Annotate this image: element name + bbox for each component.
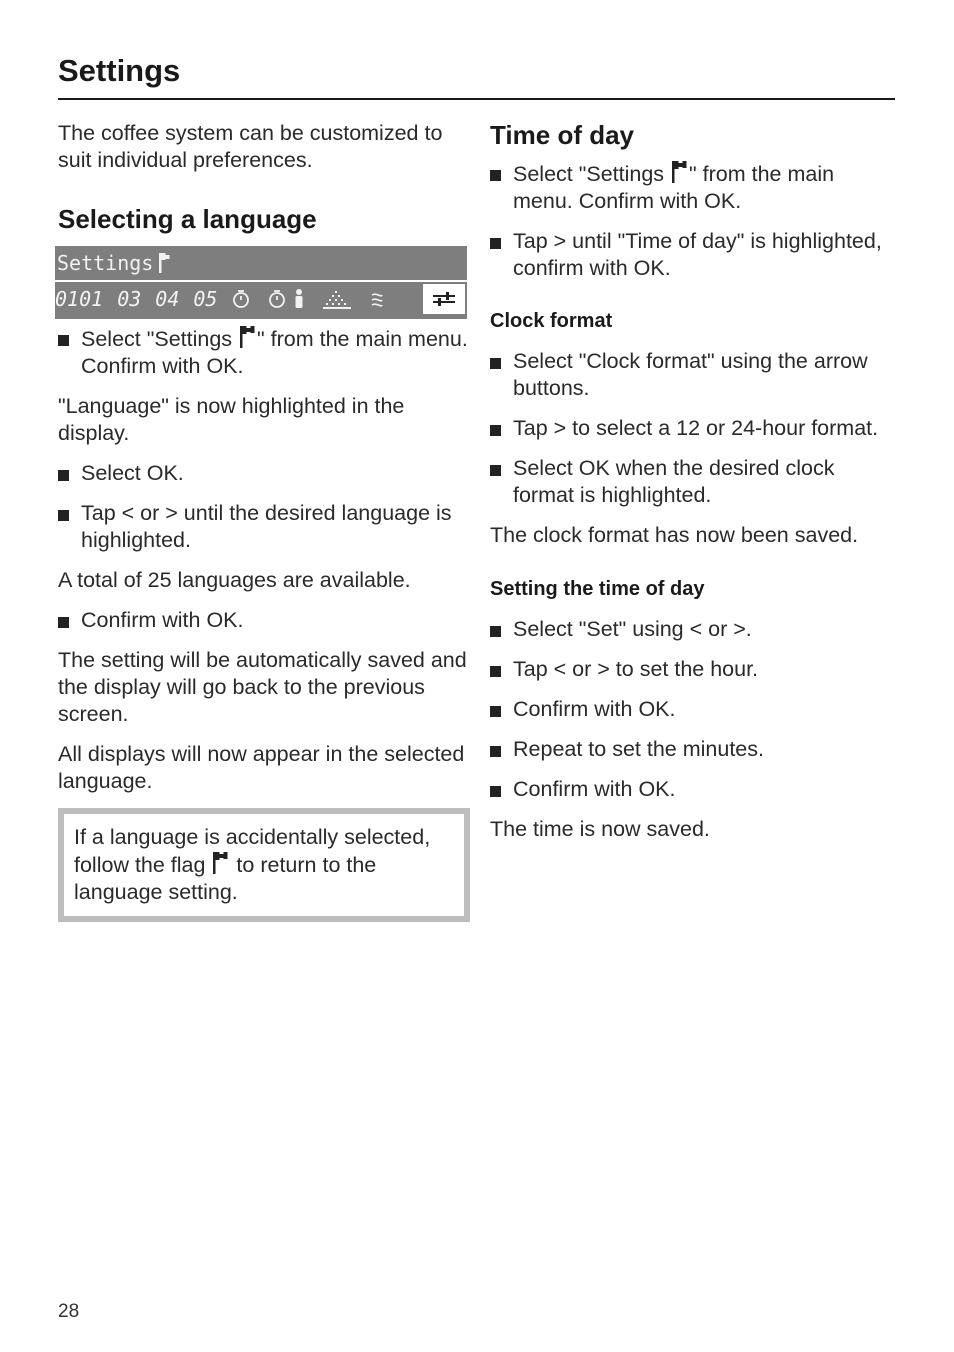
step-text: Confirm with OK. [81, 608, 244, 632]
list-item [490, 415, 895, 442]
bullet-square [58, 510, 69, 521]
list-item [490, 736, 895, 763]
display-item: 04 [155, 287, 180, 311]
display-title: Settings [57, 251, 154, 275]
list-item [490, 455, 895, 509]
body-text: "Language" is now highlighted in the display. [58, 394, 405, 445]
bullet-square [490, 746, 501, 757]
list-item [58, 500, 468, 554]
list-item [58, 607, 468, 634]
list-item [490, 776, 895, 803]
settings-selected-tile [423, 282, 467, 316]
bullet-square [490, 666, 501, 677]
grid-icon [321, 289, 353, 309]
body-text: All displays will now appear in the selected language. [58, 742, 465, 793]
section-heading-language: Selecting a language [58, 204, 317, 234]
subheading-set-time: Setting the time of day [490, 578, 705, 600]
step-text: Select OK when the desired clock format is highlighted. [513, 456, 835, 507]
step-text: Select OK. [81, 461, 184, 485]
bullet-square [490, 465, 501, 476]
step-text: Select "Set" using < or >. [513, 617, 752, 641]
flag-icon [212, 851, 229, 875]
note-text [74, 824, 454, 906]
bullet-square [490, 238, 501, 249]
display-item: 03 [117, 287, 142, 311]
list-item [58, 460, 468, 487]
step-text: Select "Settings [513, 162, 671, 186]
step-text: " from the main menu. Confirm with OK. [513, 162, 835, 213]
body-text: The clock format has now been saved. [490, 523, 859, 547]
body-text: A total of 25 languages are available. [58, 568, 411, 592]
list-item [490, 228, 895, 282]
timer-icon [267, 289, 287, 309]
bullet-square [58, 335, 69, 346]
display-item: 01 [79, 287, 104, 311]
page-title: Settings [58, 53, 181, 88]
list-item [58, 325, 468, 380]
list-item [490, 160, 895, 215]
right-column [490, 118, 895, 856]
display-menu-bar [55, 282, 467, 316]
person-icon [293, 288, 305, 310]
flag-icon [158, 251, 175, 275]
page-number: 28 [58, 1301, 80, 1322]
bullet-square [490, 706, 501, 717]
display-header [55, 246, 467, 282]
bullet-square [490, 786, 501, 797]
sliders-icon [431, 291, 457, 307]
list-item [490, 656, 895, 683]
step-text: Tap > until "Time of day" is highlighted, confirm with OK. [513, 229, 882, 280]
display-underline [55, 316, 467, 319]
body-text: The setting will be automatically saved and the display will go back to the previous screen. [58, 648, 467, 726]
list-item [490, 696, 895, 723]
timer-icon [231, 289, 251, 309]
step-text: Select "Settings [81, 327, 239, 351]
note-text-part: If a language is accidentally selected, follow the flag [74, 825, 431, 877]
bullet-square [490, 170, 501, 181]
list-item [490, 616, 895, 643]
display-item: 05 [193, 287, 218, 311]
left-column [55, 120, 468, 922]
step-text: Repeat to set the minutes. [513, 737, 764, 761]
step-text: Tap > to select a 12 or 24-hour format. [513, 416, 879, 440]
note-text-part: to return to the language setting. [74, 853, 377, 904]
note-box [58, 808, 470, 922]
flag-icon [671, 160, 688, 184]
display-panel [55, 246, 467, 319]
bullet-square [490, 626, 501, 637]
title-divider [58, 98, 895, 100]
bullet-square [490, 358, 501, 369]
section-heading-time: Time of day [490, 120, 635, 150]
step-text: " from the main menu. Confirm with OK. [81, 327, 468, 378]
bullet-square [58, 470, 69, 481]
step-text: Confirm with OK. [513, 777, 676, 801]
step-text: Confirm with OK. [513, 697, 676, 721]
step-text: Tap < or > to set the hour. [513, 657, 759, 681]
step-text: Select "Clock format" using the arrow buttons. [513, 349, 868, 400]
bullet-square [58, 617, 69, 628]
display-item: 01 [55, 287, 80, 311]
list-item [490, 348, 895, 402]
bullet-square [490, 425, 501, 436]
intro-text: The coffee system can be customized to suit individual preferences. [58, 121, 443, 172]
body-text: The time is now saved. [490, 817, 710, 841]
step-text: Tap < or > until the desired language is highlighted. [81, 501, 452, 552]
flag-icon [239, 325, 256, 349]
drip-icon [369, 289, 385, 309]
subheading-clock-format: Clock format [490, 310, 613, 332]
